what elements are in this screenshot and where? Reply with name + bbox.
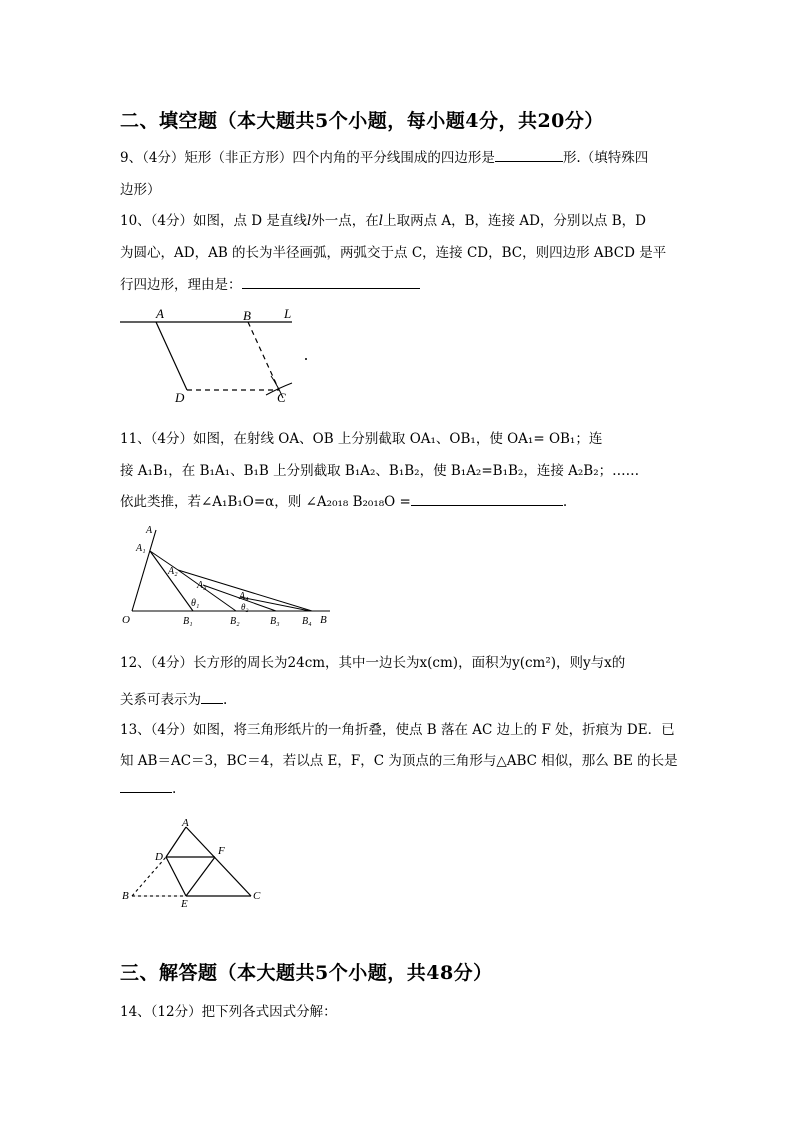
label-o: O (122, 614, 130, 626)
label-l: L (284, 306, 292, 321)
label-theta2: θ₂ (241, 602, 249, 612)
label-b: B (122, 890, 129, 902)
question-12-line-1: 12、（4分）长方形的周长为24cm，其中一边长为x(cm)，面积为y(cm²)，则y与x的 (120, 655, 626, 671)
q10-text-reason: 行四边形，理由是： (120, 277, 242, 293)
label-b2: B₂ (230, 616, 240, 627)
q10-line-l: l (306, 213, 312, 229)
q11-period: . (562, 494, 568, 510)
question-11-line-1: 11、（4分）如图，在射线 OA、OB 上分别截取 OA₁、OB₁，使 OA₁= OB₁；连 (120, 431, 603, 447)
section-title-solutions: 三、解答题（本大题共5个小题，共48分） (120, 962, 493, 984)
label-a: A (182, 817, 189, 829)
label-a: A (156, 306, 164, 321)
q12-period: . (223, 692, 228, 708)
label-a1: A₁ (136, 543, 146, 554)
label-a3: A₃ (197, 580, 207, 591)
question-13-line-2: 知 AB＝AC＝3，BC＝4，若以点 E，F，C 为顶点的三角形与△ABC 相似，那么 BE 的长是 (120, 753, 678, 769)
segment-ef (186, 857, 215, 896)
question-11-line-2: 接 A₁B₁，在 B₁A₁、B₁B 上分别截取 B₁A₂、B₁B₂，使 B₁A₂=B₁B₂，连接 A₂B₂；…… (120, 463, 640, 479)
q11-text: 依此类推，若∠A₁B₁O=α，则 ∠A₂₀₁₈ B₂₀₁₈O = (120, 494, 411, 510)
label-b: B (320, 614, 327, 626)
label-b4: B₄ (302, 616, 312, 627)
label-c: C (277, 390, 286, 405)
fold-de (166, 857, 186, 896)
question-10-line-2: 为圆心，AD，AB 的长为半径画弧，两弧交于点 C，连接 CD，BC，则四边形 ABCD 是平 (120, 245, 667, 261)
label-f: F (218, 845, 225, 857)
label-d: D (155, 851, 163, 863)
label-b1: B₁ (183, 616, 193, 627)
q10-line-l-2: l (378, 213, 384, 229)
label-d: D (175, 390, 185, 405)
label-b: B (243, 308, 251, 323)
label-a: A (146, 525, 153, 536)
q10-text-a: 10、（4分）如图，点 D 是直线 (120, 213, 307, 229)
q9-text-b: 形.（填特殊四 (562, 150, 649, 166)
q13-period: . (172, 781, 177, 797)
label-a4: A₄ (239, 591, 249, 602)
q9-text-a: 9、（4分）矩形（非正方形）四个内角的平分线围成的四边形是 (120, 150, 495, 166)
question-13-line-1: 13、（4分）如图，将三角形纸片的一角折叠，使点 B 落在 AC 边上的 F 处，折痕为 DE．已 (120, 722, 675, 738)
q12-text: 关系可表示为 (120, 692, 201, 708)
q10-text-b: 外一点，在 (311, 213, 379, 229)
label-theta1: θ₁ (191, 598, 200, 609)
question-9-line-2: 边形） (120, 182, 161, 198)
section-title-fill-in: 二、填空题（本大题共5个小题，每小题4分，共20分） (120, 110, 604, 132)
label-e: E (181, 898, 188, 910)
segment-ad (166, 827, 186, 857)
segment-ac (186, 827, 251, 896)
q10-text-c: 上取两点 A，B，连接 AD，分别以点 B，D (383, 213, 646, 229)
label-a2: A₂ (168, 566, 178, 577)
label-c: C (253, 890, 261, 902)
label-b3: B₃ (270, 616, 280, 627)
question-14-line-1: 14、（12分）把下列各式因式分解： (120, 1004, 337, 1020)
